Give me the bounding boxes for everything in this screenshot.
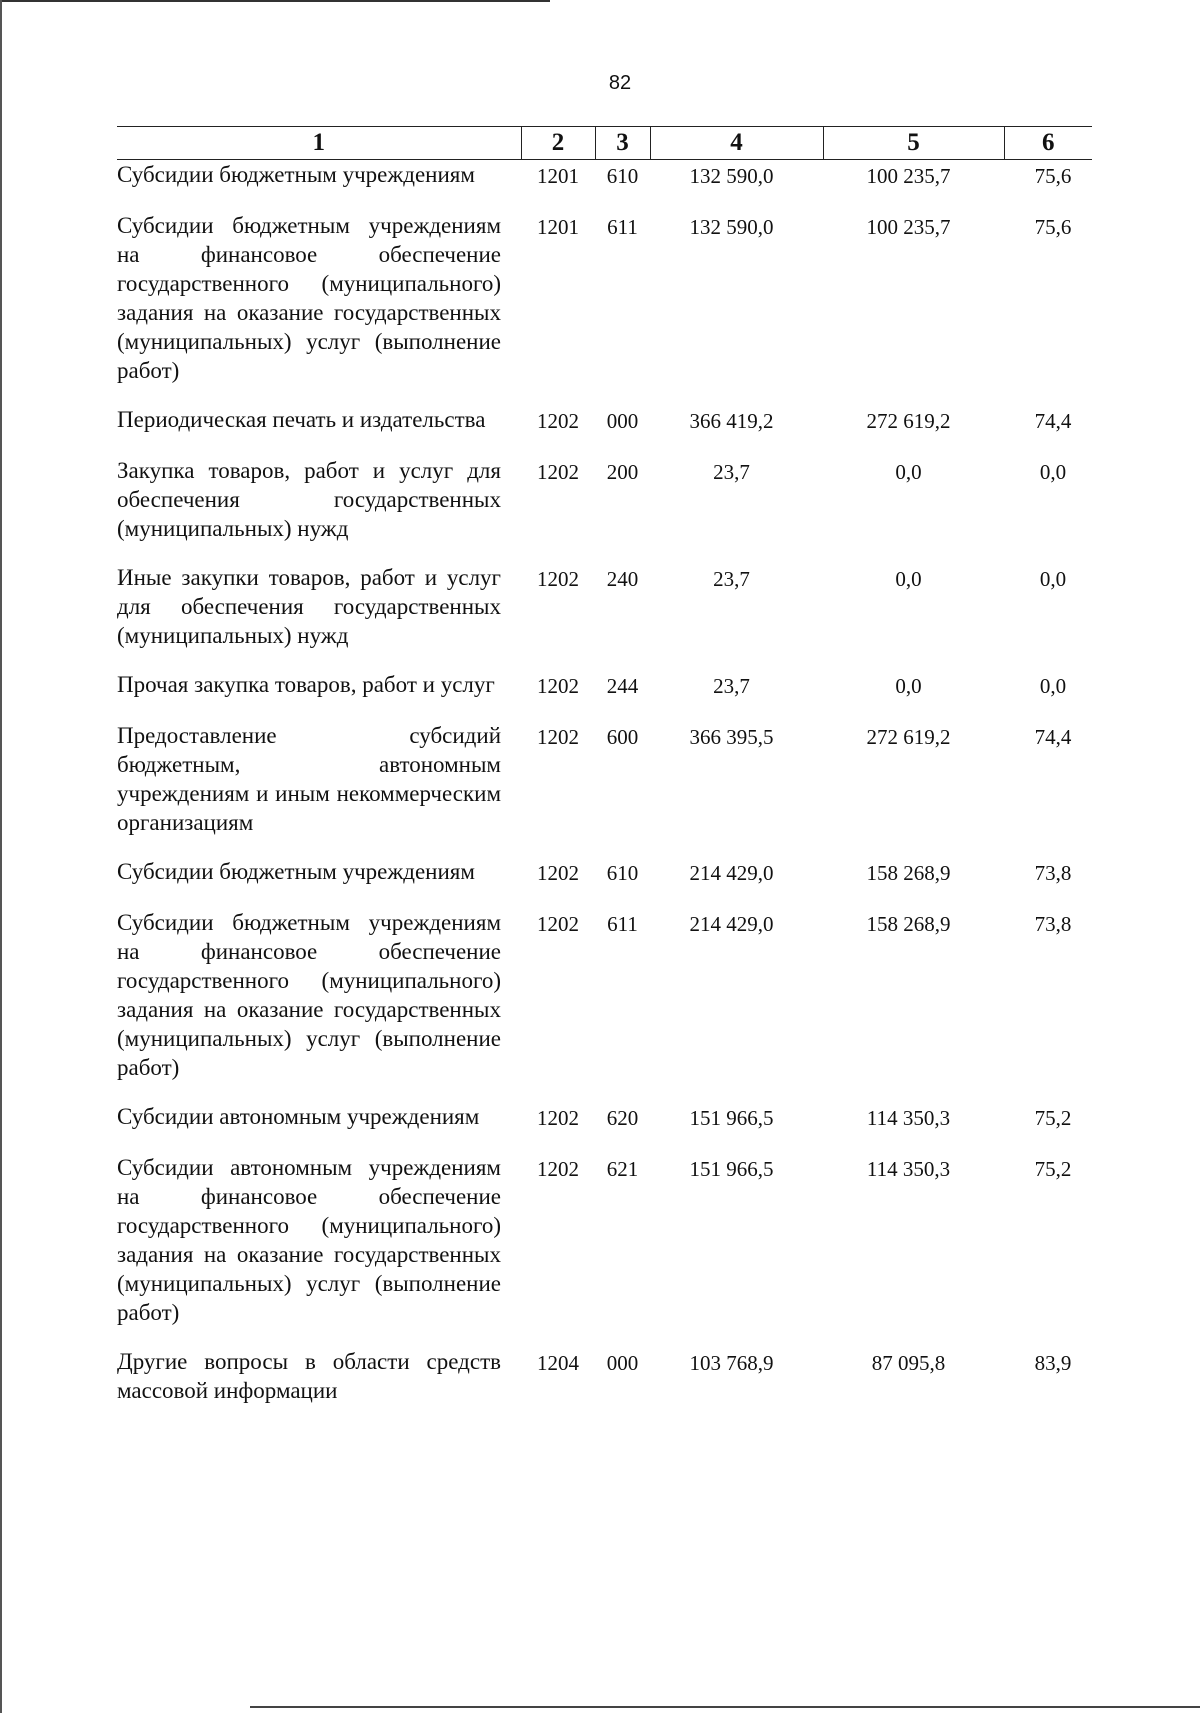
row-expense-code: 620 bbox=[606, 1106, 639, 1130]
row-planned: 23,7 bbox=[713, 674, 750, 698]
row-expense-code: 000 bbox=[606, 409, 639, 433]
row-planned: 23,7 bbox=[713, 567, 750, 591]
row-percent: 74,4 bbox=[1034, 725, 1072, 749]
row-planned: 366 419,2 bbox=[689, 409, 774, 433]
row-expense-code: 240 bbox=[606, 567, 639, 591]
row-name: Закупка товаров, работ и услуг для обеспечения государственных (муниципальных) нужд bbox=[117, 458, 501, 541]
row-executed: 100 235,7 bbox=[866, 215, 951, 239]
row-percent: 0,0 bbox=[1039, 460, 1067, 484]
row-percent: 75,6 bbox=[1034, 215, 1072, 239]
row-planned: 151 966,5 bbox=[689, 1157, 774, 1181]
row-percent: 75,6 bbox=[1034, 164, 1072, 188]
column-header-5: 5 bbox=[823, 127, 1004, 160]
table-row bbox=[117, 1347, 1092, 1405]
row-expense-code: 244 bbox=[606, 674, 639, 698]
row-percent: 0,0 bbox=[1039, 567, 1067, 591]
row-section-code: 1202 bbox=[537, 460, 579, 484]
row-section-code: 1202 bbox=[537, 861, 579, 885]
row-percent: 0,0 bbox=[1039, 674, 1067, 698]
row-expense-code: 610 bbox=[606, 861, 639, 885]
row-name: Периодическая печать и издательства bbox=[117, 407, 486, 432]
row-percent: 83,9 bbox=[1034, 1351, 1072, 1375]
table-row bbox=[117, 670, 1092, 701]
row-planned: 103 768,9 bbox=[689, 1351, 774, 1375]
page-number: 82 bbox=[608, 72, 632, 94]
row-name: Субсидии автономным учреждениям на финансовое обеспечение государственного (муниципального) задания на оказание государственных (муниципальных) услуг (выполнение работ) bbox=[117, 1155, 501, 1325]
row-planned: 132 590,0 bbox=[689, 215, 774, 239]
row-name: Субсидии автономным учреждениям bbox=[117, 1104, 480, 1129]
row-executed: 158 268,9 bbox=[866, 912, 951, 936]
row-name: Субсидии бюджетным учреждениям на финансовое обеспечение государственного (муниципального) задания на оказание государственных (муниципальных) услуг (выполнение работ) bbox=[117, 910, 501, 1080]
row-section-code: 1202 bbox=[537, 912, 579, 936]
table-row bbox=[117, 563, 1092, 650]
row-section-code: 1202 bbox=[537, 725, 579, 749]
scan-edge-top bbox=[0, 0, 550, 2]
row-executed: 0,0 bbox=[895, 674, 922, 698]
column-header-6: 6 bbox=[1004, 127, 1092, 160]
row-percent: 73,8 bbox=[1034, 912, 1072, 936]
row-executed: 87 095,8 bbox=[871, 1351, 946, 1375]
row-percent: 75,2 bbox=[1034, 1157, 1072, 1181]
row-name: Прочая закупка товаров, работ и услуг bbox=[117, 672, 495, 697]
row-section-code: 1202 bbox=[537, 567, 579, 591]
row-expense-code: 611 bbox=[607, 215, 638, 239]
table-row bbox=[117, 405, 1092, 436]
row-executed: 0,0 bbox=[895, 460, 922, 484]
row-executed: 114 350,3 bbox=[866, 1106, 951, 1130]
table-header-row bbox=[117, 127, 1092, 160]
table-row bbox=[117, 1153, 1092, 1327]
row-name: Субсидии бюджетным учреждениям на финансовое обеспечение государственного (муниципального) задания на оказание государственных (муниципальных) услуг (выполнение работ) bbox=[117, 213, 501, 383]
scan-edge-left bbox=[0, 0, 2, 1713]
row-planned: 214 429,0 bbox=[689, 861, 774, 885]
table-row bbox=[117, 857, 1092, 888]
table-row bbox=[117, 160, 1092, 192]
table-row bbox=[117, 908, 1092, 1082]
row-executed: 272 619,2 bbox=[866, 725, 951, 749]
table-row bbox=[117, 721, 1092, 837]
row-planned: 23,7 bbox=[713, 460, 750, 484]
row-executed: 100 235,7 bbox=[866, 164, 951, 188]
row-percent: 74,4 bbox=[1034, 409, 1072, 433]
row-executed: 158 268,9 bbox=[866, 861, 951, 885]
column-header-2: 2 bbox=[521, 127, 595, 160]
row-section-code: 1201 bbox=[537, 164, 579, 188]
row-executed: 0,0 bbox=[895, 567, 922, 591]
row-planned: 151 966,5 bbox=[689, 1106, 774, 1130]
row-expense-code: 600 bbox=[606, 725, 639, 749]
row-section-code: 1202 bbox=[537, 1106, 579, 1130]
row-expense-code: 000 bbox=[606, 1351, 639, 1375]
scan-edge-bottom bbox=[250, 1706, 1200, 1708]
table-row bbox=[117, 456, 1092, 543]
row-section-code: 1201 bbox=[537, 215, 579, 239]
column-header-4: 4 bbox=[650, 127, 823, 160]
row-section-code: 1204 bbox=[537, 1351, 579, 1375]
row-name: Другие вопросы в области средств массовой информации bbox=[117, 1349, 501, 1403]
row-section-code: 1202 bbox=[537, 1157, 579, 1181]
budget-table bbox=[117, 126, 1092, 1405]
row-expense-code: 200 bbox=[606, 460, 639, 484]
column-header-3: 3 bbox=[595, 127, 650, 160]
row-planned: 132 590,0 bbox=[689, 164, 774, 188]
row-section-code: 1202 bbox=[537, 674, 579, 698]
row-section-code: 1202 bbox=[537, 409, 579, 433]
column-header-1: 1 bbox=[117, 127, 521, 160]
table-row bbox=[117, 1102, 1092, 1133]
row-executed: 272 619,2 bbox=[866, 409, 951, 433]
table-row bbox=[117, 211, 1092, 385]
row-planned: 366 395,5 bbox=[689, 725, 774, 749]
row-expense-code: 611 bbox=[607, 912, 638, 936]
row-name: Субсидии бюджетным учреждениям bbox=[117, 859, 475, 884]
row-name: Иные закупки товаров, работ и услуг для обеспечения государственных (муниципальных) нужд bbox=[117, 565, 501, 648]
row-planned: 214 429,0 bbox=[689, 912, 774, 936]
row-expense-code: 621 bbox=[606, 1157, 639, 1181]
row-name: Предоставление субсидий бюджетным, автономным учреждениям и иным некоммерческим организациям bbox=[117, 723, 501, 835]
row-name: Субсидии бюджетным учреждениям bbox=[117, 162, 475, 187]
row-percent: 75,2 bbox=[1034, 1106, 1072, 1130]
row-expense-code: 610 bbox=[606, 164, 639, 188]
row-percent: 73,8 bbox=[1034, 861, 1072, 885]
row-executed: 114 350,3 bbox=[866, 1157, 951, 1181]
